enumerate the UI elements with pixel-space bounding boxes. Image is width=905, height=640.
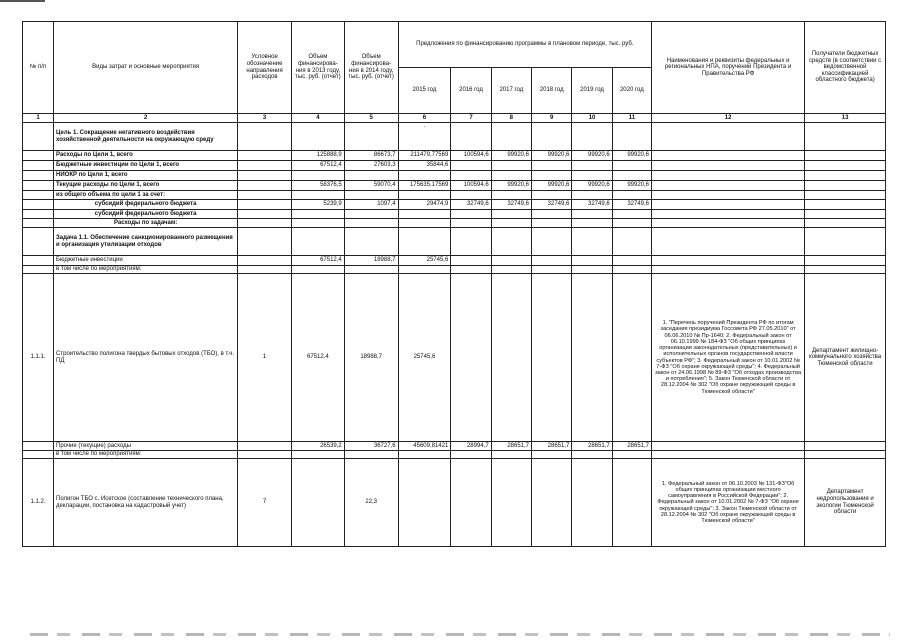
table-row: [23, 191, 886, 200]
financing-table: [22, 21, 886, 547]
cell-2016: 28994,7: [451, 442, 491, 451]
item-recipient: Департамент жилищно-коммунального хозяйства Тюменской области: [805, 274, 886, 442]
row-label: в том числе по мероприятиям:: [54, 451, 238, 459]
table-row: [23, 171, 886, 181]
header-year-2020: 2020 год: [612, 68, 651, 114]
table-row: [23, 228, 886, 256]
cell-2019: 32749,6: [572, 200, 612, 210]
cell-2015: 175635,17569: [398, 181, 451, 191]
header-year-2017: 2017 год: [491, 68, 531, 114]
header-num: № п/п: [23, 22, 54, 114]
cell-2017: 32749,6: [491, 200, 531, 210]
cell-2016: 100594,6: [451, 181, 491, 191]
scan-artifact-top: [0, 0, 45, 2]
cell-2016: 32749,6: [451, 200, 491, 210]
item-recipient: Департамент недропользования и экологии Тюменской области: [805, 459, 886, 547]
col-number: 4: [292, 114, 345, 123]
col-number: 1: [23, 114, 54, 123]
header-year-2018: 2018 год: [532, 68, 572, 114]
row-label: Бюджетные инвестиции: [54, 256, 238, 266]
cell-2013: 67512,4: [292, 274, 345, 442]
column-number-row: [23, 114, 886, 123]
item-number: 1.1.2.: [23, 459, 54, 547]
cell-2020: 32749,6: [612, 200, 651, 210]
row-label: субсидий федерального бюджета: [54, 210, 238, 219]
item-number: 1.1.1.: [23, 274, 54, 442]
cell-2019: 99920,6: [572, 181, 612, 191]
cell-2016: 100594,6: [451, 151, 491, 161]
table-row: [23, 274, 886, 442]
header-year-2019: 2019 год: [572, 68, 612, 114]
row-label: Расходы по Цели 1, всего: [54, 151, 238, 161]
cell-2017: 99920,6: [491, 181, 531, 191]
header-2014: Объем финансирова-ния в 2014 году, тыс. руб. (отчет): [344, 22, 398, 114]
table-row: [23, 151, 886, 161]
col-number: 2: [54, 114, 238, 123]
cell-2014: 1097,4: [344, 200, 398, 210]
col-number: 13: [805, 114, 886, 123]
item-title: Полигон ТБО с. Исетское (составление технического плана, декларации, постановка на кадастровый учет): [54, 459, 238, 547]
row-label: субсидий федерального бюджета: [54, 200, 238, 210]
table-row: [23, 219, 886, 228]
cell-2015: 25745,6: [398, 274, 451, 442]
cell-2018: 99920,6: [532, 181, 572, 191]
table-row: [23, 442, 886, 451]
table-row: [23, 459, 886, 547]
col-number: 5: [344, 114, 398, 123]
cell-2018: 99920,6: [532, 151, 572, 161]
row-label: Расходы по задачам:: [54, 219, 238, 228]
table-row: [23, 451, 886, 459]
col-number: 6: [398, 114, 451, 123]
table-row: [23, 181, 886, 191]
cell-2015: 45609,81421: [398, 442, 451, 451]
header-row: [23, 22, 886, 68]
goal-title: Цель 1. Сокращение негативного воздействия хозяйственной деятельности на окружающую среду: [54, 123, 238, 151]
header-acts: Наименования и реквизиты федеральных и региональных НПА, поручений Президента и Правительства РФ: [652, 22, 805, 114]
cell-2013: 5239,9: [292, 200, 345, 210]
header-proposals: Предложения по финансированию программы в плановом периоде, тыс. руб.: [398, 22, 651, 68]
row-label: Бюджетные инвестиции по Цели 1, всего: [54, 161, 238, 171]
col-number: 8: [491, 114, 531, 123]
cell-2020: 99920,6: [612, 181, 651, 191]
header-2013: Объем финансирова-ния в 2013 году, тыс. руб. (отчет): [292, 22, 345, 114]
cell-2013: 58376,5: [292, 181, 345, 191]
col-number: 3: [238, 114, 292, 123]
cell-2018: 32749,6: [532, 200, 572, 210]
cell-2020: 28651,7: [612, 442, 651, 451]
cell-2014: 18988,7: [344, 274, 398, 442]
cell-2013: 125888,9: [292, 151, 345, 161]
cell-2018: 28651,7: [532, 442, 572, 451]
col-number: 11: [612, 114, 651, 123]
cell-2014: 86673,7: [344, 151, 398, 161]
cell-2014: 36727,6: [344, 442, 398, 451]
cell-2013: 67512,4: [292, 161, 345, 171]
item-code: 1: [238, 274, 292, 442]
cell-2019: 99920,6: [572, 151, 612, 161]
program-financing-table-sheet: [22, 21, 886, 540]
cell-2014: 27603,3: [344, 161, 398, 171]
table-row: [23, 256, 886, 266]
col-number: 12: [652, 114, 805, 123]
cell-2017: 28651,7: [491, 442, 531, 451]
item-legal-acts: 1. Федеральный закон от 06.10.2003 № 131-ФЗ"Об общих принципах организации местного самоуправления в Российской Федерации"; 2. Федеральный закон от 10.01.2002 № 7-ФЗ "Об охране окружающей среды"; 3. Закон Тюменской области от 28.12.2004 № 302 "Об охране окружающей среды в Тюменской области": [652, 459, 805, 547]
cell-2014: 18988,7: [344, 256, 398, 266]
scan-artifact-bottom: [30, 633, 890, 636]
col-number: 9: [532, 114, 572, 123]
cell-2015: .: [398, 123, 451, 151]
cell-2013: 26539,2: [292, 442, 345, 451]
row-label: в том числе по мероприятиям:: [54, 266, 238, 274]
cell-2019: 28651,7: [572, 442, 612, 451]
cell-2015: 29474,9: [398, 200, 451, 210]
cell-2020: 99920,6: [612, 151, 651, 161]
item-legal-acts: 1. "Перечень поручений Президента РФ по итогам заседания президиума Госсовета РФ 27.05.2010" от 06.06.2010 № Пр-1640; 2. Федеральный закон от 06.10.1999 № 184-ФЗ "Об общих принципах организации законодательных (представительных) и исполнительных органов государственной власти субъектов РФ"; 3. Федеральный закон от 10.01.2002 № 7-ФЗ "Об охране окружающей среды"; 4. Федеральный закон от 24.06.1998 № 89-ФЗ "Об отходах производства и потребления"; 5. Закон Тюменской области от 28.12.2004 № 302 "Об охране окружающей среды в Тюменской области": [652, 274, 805, 442]
cell-2014: 22,3: [344, 459, 398, 547]
cell-2017: 99920,6: [491, 151, 531, 161]
header-kind: Виды затрат и основные мероприятия: [54, 22, 238, 114]
table-row: [23, 266, 886, 274]
row-label: Прочие (текущие) расходы: [54, 442, 238, 451]
cell-2015: 211479,77569: [398, 151, 451, 161]
header-recipients: Получатели бюджетных средств (в соответствии с ведомственной классификацией областного бюджета): [805, 22, 886, 114]
table-row: [23, 200, 886, 210]
item-code: 7: [238, 459, 292, 547]
cell-2014: 59070,4: [344, 181, 398, 191]
row-label: из общего объема по цели 1 за счет:: [54, 191, 238, 200]
header-code: Условное обозначение направления расходов: [238, 22, 292, 114]
table-row: [23, 161, 886, 171]
col-number: 10: [572, 114, 612, 123]
row-label: Текущие расходы по Цели 1, всего: [54, 181, 238, 191]
header-year-2016: 2016 год: [451, 68, 491, 114]
table-row: [23, 123, 886, 151]
cell-2013: 67512,4: [292, 256, 345, 266]
table-row: [23, 210, 886, 219]
row-label: НИОКР по Цели 1, всего: [54, 171, 238, 181]
cell-2015: 35844,6: [398, 161, 451, 171]
task-title: Задача 1.1. Обеспечение санкционированного размещения и организация утилизации отходов: [54, 228, 238, 256]
item-title: Строительство полигона твердых бытовых отходов (ТБО), в т.ч. ПД: [54, 274, 238, 442]
cell-2015: 25745,6: [398, 256, 451, 266]
header-year-2015: 2015 год: [398, 68, 451, 114]
col-number: 7: [451, 114, 491, 123]
